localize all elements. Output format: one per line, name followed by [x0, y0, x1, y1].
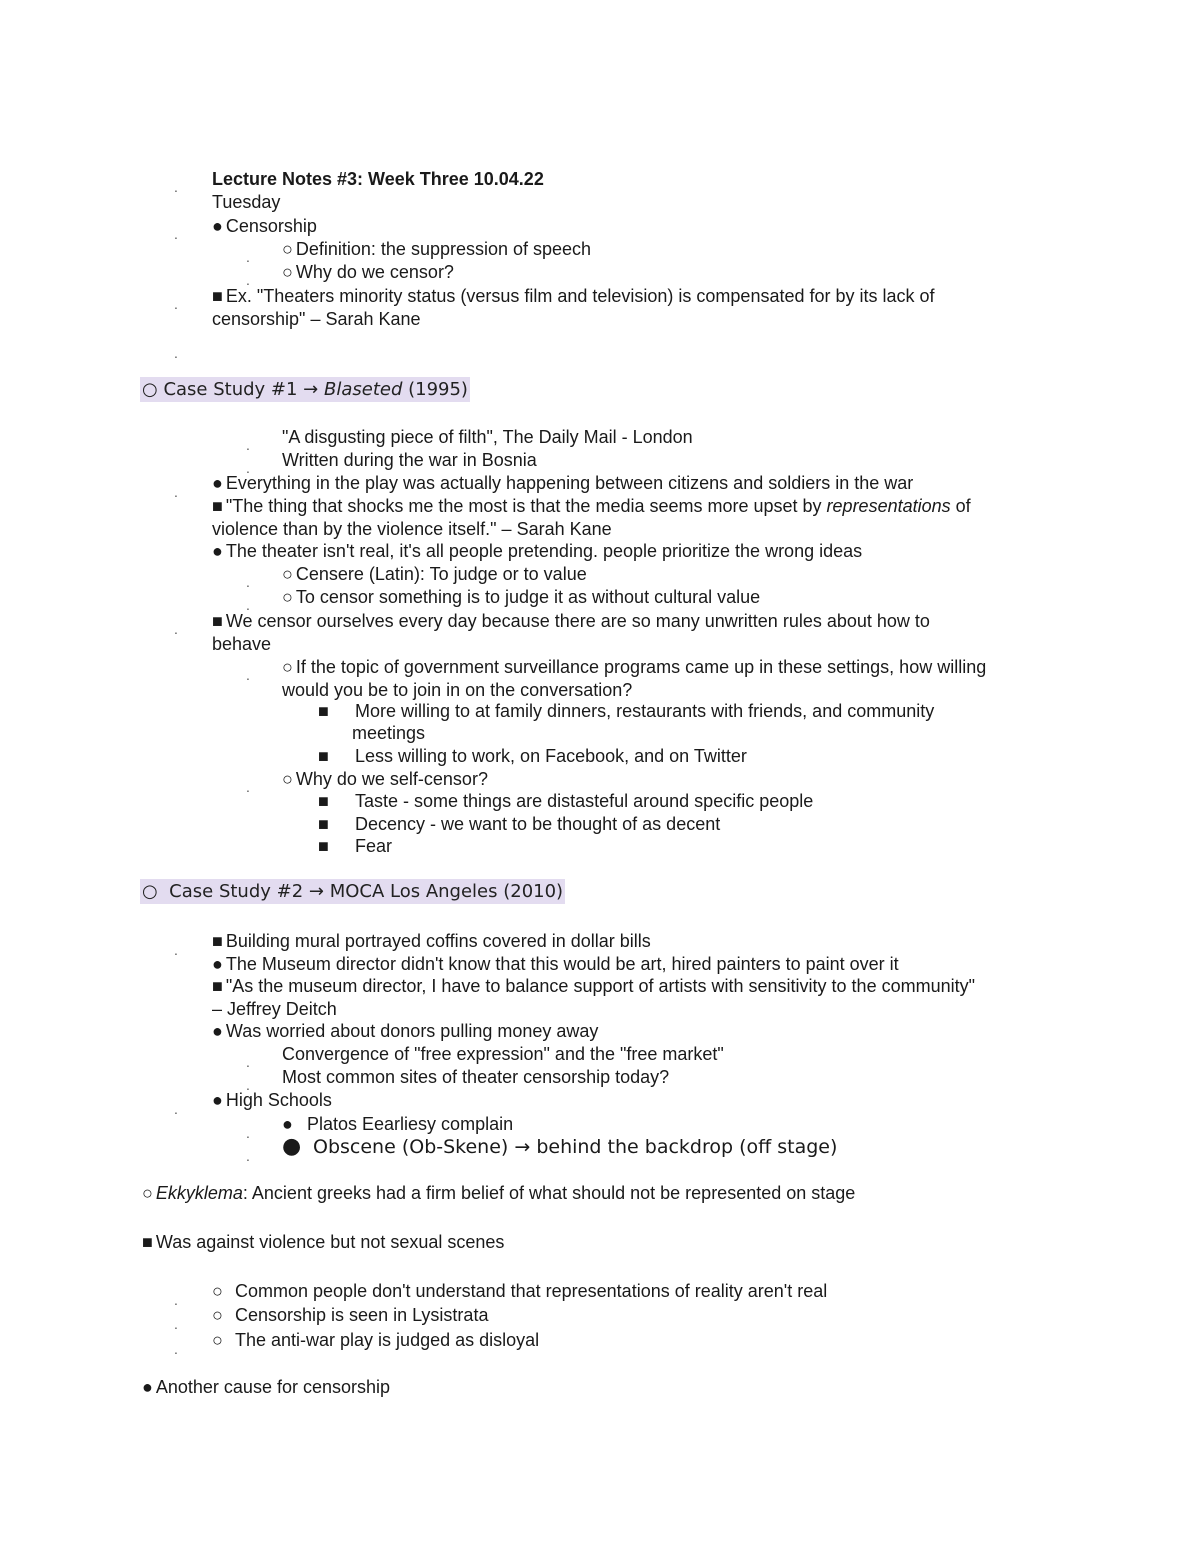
list-item: ○ Definition: the suppression of speech	[282, 239, 592, 259]
margin-dot: .	[246, 1054, 250, 1070]
margin-dot: .	[246, 574, 250, 590]
circle-bullet-icon: ○	[142, 881, 158, 902]
bullet-icon: ●	[142, 1377, 153, 1397]
margin-dot: .	[246, 1148, 250, 1164]
list-item: ○ Common people don't understand that representations of reality aren't real	[212, 1281, 828, 1301]
list-item: ■ Decency - we want to be thought of as decent	[318, 814, 721, 834]
bullet-icon: ●	[212, 954, 223, 974]
square-bullet-icon: ■	[318, 791, 329, 811]
margin-dot: .	[174, 179, 178, 195]
margin-dot: .	[246, 1125, 250, 1141]
list-item: ○ Why do we self-censor?	[282, 769, 488, 789]
case-study-2-heading: ○ Case Study #2 → MOCA Los Angeles (2010)	[142, 881, 564, 902]
margin-dot: .	[174, 296, 178, 312]
list-item: ■ Less willing to work, on Facebook, and on Twitter	[318, 746, 747, 766]
circle-bullet-icon: ○	[282, 769, 293, 789]
list-item: ○ Censorship is seen in Lysistrata	[212, 1305, 489, 1325]
bullet-icon: ●	[282, 1114, 293, 1134]
circle-bullet-icon: ○	[282, 262, 293, 282]
list-item: ● Censorship	[212, 216, 317, 236]
circle-bullet-icon: ○	[282, 239, 293, 259]
margin-dot: .	[246, 249, 250, 265]
bullet-icon: ●	[212, 541, 223, 561]
list-item-continuation: – Jeffrey Deitch	[212, 999, 337, 1019]
margin-dot: .	[246, 460, 250, 476]
square-bullet-icon: ■	[318, 814, 329, 834]
large-bullet-icon: ●	[282, 1134, 302, 1159]
circle-bullet-icon: ○	[212, 1281, 223, 1301]
circle-bullet-icon: ○	[142, 1183, 153, 1203]
list-item: ■ Was against violence but not sexual scenes	[142, 1232, 505, 1252]
list-item: ○ The anti-war play is judged as disloyal	[212, 1330, 540, 1350]
margin-dot: .	[174, 1101, 178, 1117]
margin-dot: .	[246, 779, 250, 795]
list-item: ■ Taste - some things are distasteful around specific people	[318, 791, 814, 811]
list-item: ○ To censor something is to judge it as without cultural value	[282, 587, 761, 607]
list-item: ■ We censor ourselves every day because there are so many unwritten rules about how to	[212, 611, 930, 631]
square-bullet-icon: ■	[212, 611, 223, 631]
list-item: ● The theater isn't real, it's all people pretending. people prioritize the wrong ideas	[212, 541, 863, 561]
margin-dot: .	[174, 1292, 178, 1308]
list-item: Most common sites of theater censorship today?	[282, 1067, 670, 1087]
circle-bullet-icon: ○	[282, 657, 293, 677]
list-item: ■ Fear	[318, 836, 393, 856]
list-item: ■ More willing to at family dinners, restaurants with friends, and community	[318, 701, 935, 721]
square-bullet-icon: ■	[318, 701, 329, 721]
list-item-continuation: censorship" – Sarah Kane	[212, 309, 421, 329]
bullet-icon: ●	[212, 216, 223, 236]
list-item: ■ Building mural portrayed coffins covered in dollar bills	[212, 931, 651, 951]
margin-dot: .	[246, 597, 250, 613]
list-item: ● Obscene (Ob-Skene) → behind the backdrop (off stage)	[282, 1134, 838, 1159]
list-item: ○ If the topic of government surveillance programs came up in these settings, how willing	[282, 657, 987, 677]
list-item-continuation: would you be to join in on the conversation?	[282, 680, 633, 700]
list-item: ■ "As the museum director, I have to balance support of artists with sensitivity to the community"	[212, 976, 975, 996]
list-item: Convergence of "free expression" and the "free market"	[282, 1044, 724, 1064]
list-item: ■ Ex. "Theaters minority status (versus film and television) is compensated for by its lack of	[212, 286, 935, 306]
circle-bullet-icon: ○	[212, 1330, 223, 1350]
square-bullet-icon: ■	[318, 746, 329, 766]
list-item: ● Another cause for censorship	[142, 1377, 391, 1397]
margin-dot: .	[174, 942, 178, 958]
square-bullet-icon: ■	[212, 286, 223, 306]
list-item: ■ "The thing that shocks me the most is that the media seems more upset by representations of	[212, 496, 971, 516]
list-item: Written during the war in Bosnia	[282, 450, 537, 470]
margin-dot: .	[246, 1077, 250, 1093]
bullet-icon: ●	[212, 1090, 223, 1110]
margin-dot: .	[174, 1341, 178, 1357]
list-item: ● The Museum director didn't know that this would be art, hired painters to paint over it	[212, 954, 899, 974]
margin-dot: .	[174, 345, 178, 361]
page-title: Lecture Notes #3: Week Three 10.04.22	[212, 169, 544, 189]
case-study-1-heading: ○ Case Study #1 → Blaseted (1995)	[142, 379, 468, 400]
list-item: ○ Censere (Latin): To judge or to value	[282, 564, 587, 584]
circle-bullet-icon: ○	[212, 1305, 223, 1325]
circle-bullet-icon: ○	[142, 379, 158, 400]
margin-dot: .	[174, 484, 178, 500]
day-label: Tuesday	[212, 192, 281, 212]
list-item: ● Everything in the play was actually happening between citizens and soldiers in the war	[212, 473, 914, 493]
square-bullet-icon: ■	[142, 1232, 153, 1252]
square-bullet-icon: ■	[212, 931, 223, 951]
bullet-icon: ●	[212, 473, 223, 493]
margin-dot: .	[174, 226, 178, 242]
bullet-icon: ●	[212, 1021, 223, 1041]
list-item-continuation: violence than by the violence itself." – Sarah Kane	[212, 519, 612, 539]
list-item: ○ Why do we censor?	[282, 262, 454, 282]
square-bullet-icon: ■	[212, 976, 223, 996]
list-item: "A disgusting piece of filth", The Daily Mail - London	[282, 427, 693, 447]
margin-dot: .	[246, 667, 250, 683]
list-item: ● Was worried about donors pulling money away	[212, 1021, 599, 1041]
list-item: ● Platos Eearliesy complain	[282, 1114, 514, 1134]
margin-dot: .	[246, 437, 250, 453]
margin-dot: .	[174, 621, 178, 637]
list-item-continuation: meetings	[352, 723, 426, 743]
square-bullet-icon: ■	[212, 496, 223, 516]
list-item-continuation: behave	[212, 634, 272, 654]
square-bullet-icon: ■	[318, 836, 329, 856]
margin-dot: .	[246, 272, 250, 288]
circle-bullet-icon: ○	[282, 564, 293, 584]
margin-dot: .	[174, 1316, 178, 1332]
list-item: ○ Ekkyklema: Ancient greeks had a firm belief of what should not be represented on stage	[142, 1183, 856, 1203]
list-item: ● High Schools	[212, 1090, 332, 1110]
circle-bullet-icon: ○	[282, 587, 293, 607]
